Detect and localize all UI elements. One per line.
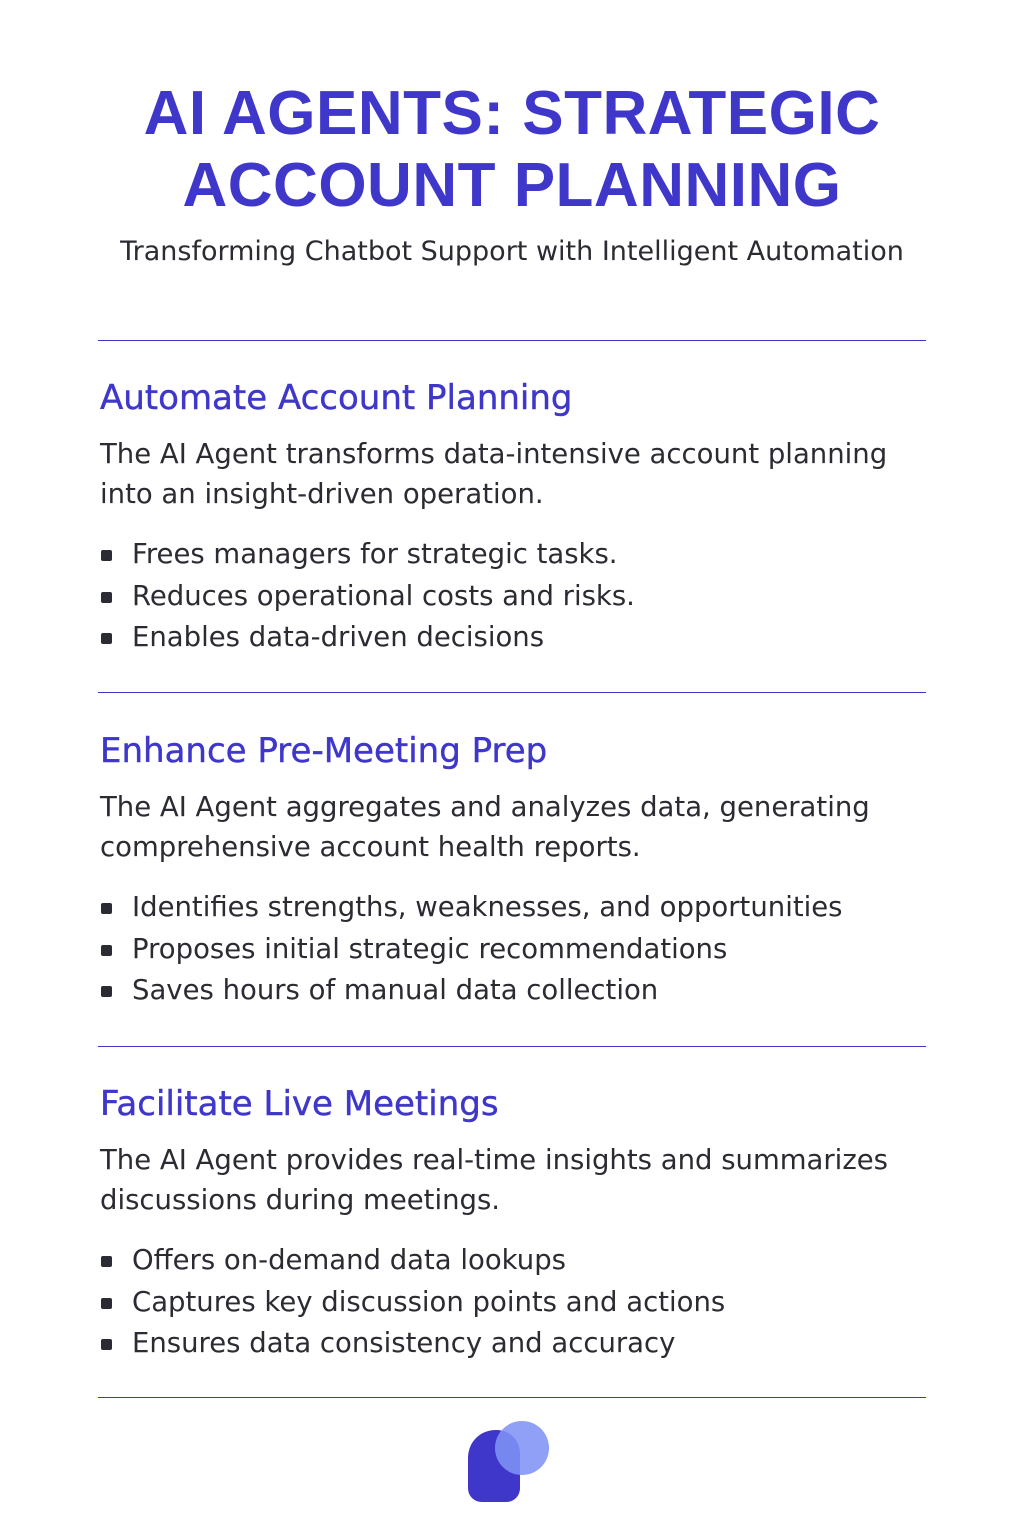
section-description: The AI Agent aggregates and analyzes data, generating comprehensive account health reports. (100, 791, 870, 863)
bullet-text: Ensures data consistency and accuracy (132, 1327, 676, 1359)
divider (98, 340, 926, 341)
bullet-item (100, 1282, 930, 1324)
bullet-item (100, 970, 930, 1012)
square-bullet-icon (101, 945, 112, 956)
bullet-item (100, 887, 930, 929)
divider (98, 1397, 926, 1398)
section-title: Automate Account Planning (100, 378, 573, 418)
square-bullet-icon (101, 550, 112, 561)
bullet-item (100, 929, 930, 971)
section-facilitate-live-meetings (100, 1082, 930, 1365)
bullet-item (100, 1323, 930, 1365)
square-bullet-icon (101, 592, 112, 603)
section-automate-account-planning (100, 376, 930, 659)
bullet-text: Captures key discussion points and actions (132, 1285, 726, 1318)
square-bullet-icon (101, 1339, 112, 1350)
bullet-item (100, 576, 930, 618)
divider (98, 692, 926, 693)
divider (98, 1046, 926, 1047)
bullet-text: Identifies strengths, weaknesses, and opportunities (132, 891, 843, 923)
bullet-text: Saves hours of manual data collection (132, 974, 659, 1006)
title-line-1: AI AGENTS: STRATEGIC (143, 79, 881, 148)
page-title (0, 78, 1024, 222)
bullet-list (100, 534, 930, 659)
section-enhance-pre-meeting-prep (100, 729, 930, 1012)
bullet-text: Frees managers for strategic tasks. (132, 538, 618, 570)
overlapping-circles-logo-icon (466, 1418, 554, 1504)
bullet-list (100, 887, 930, 1012)
bullet-text: Proposes initial strategic recommendations (132, 932, 728, 965)
square-bullet-icon (101, 1256, 112, 1267)
page-subtitle: Transforming Chatbot Support with Intelligent Automation (120, 236, 904, 267)
square-bullet-icon (101, 986, 112, 997)
section-title: Facilitate Live Meetings (100, 1084, 499, 1124)
bullet-item (100, 617, 930, 659)
section-description: The AI Agent provides real-time insights and summarizes discussions during meetings. (100, 1144, 889, 1216)
bullet-text: Enables data-driven decisions (132, 621, 545, 653)
square-bullet-icon (101, 1298, 112, 1309)
square-bullet-icon (101, 903, 112, 914)
title-line-2: ACCOUNT PLANNING (182, 151, 842, 220)
section-title: Enhance Pre-Meeting Prep (100, 731, 548, 771)
bullet-text: Offers on-demand data lookups (132, 1244, 566, 1276)
bullet-item (100, 534, 930, 576)
bullet-text: Reduces operational costs and risks. (132, 579, 635, 612)
section-description: The AI Agent transforms data-intensive account planning into an insight-driven operation. (100, 438, 888, 510)
bullet-item (100, 1240, 930, 1282)
square-bullet-icon (101, 633, 112, 644)
bullet-list (100, 1240, 930, 1365)
